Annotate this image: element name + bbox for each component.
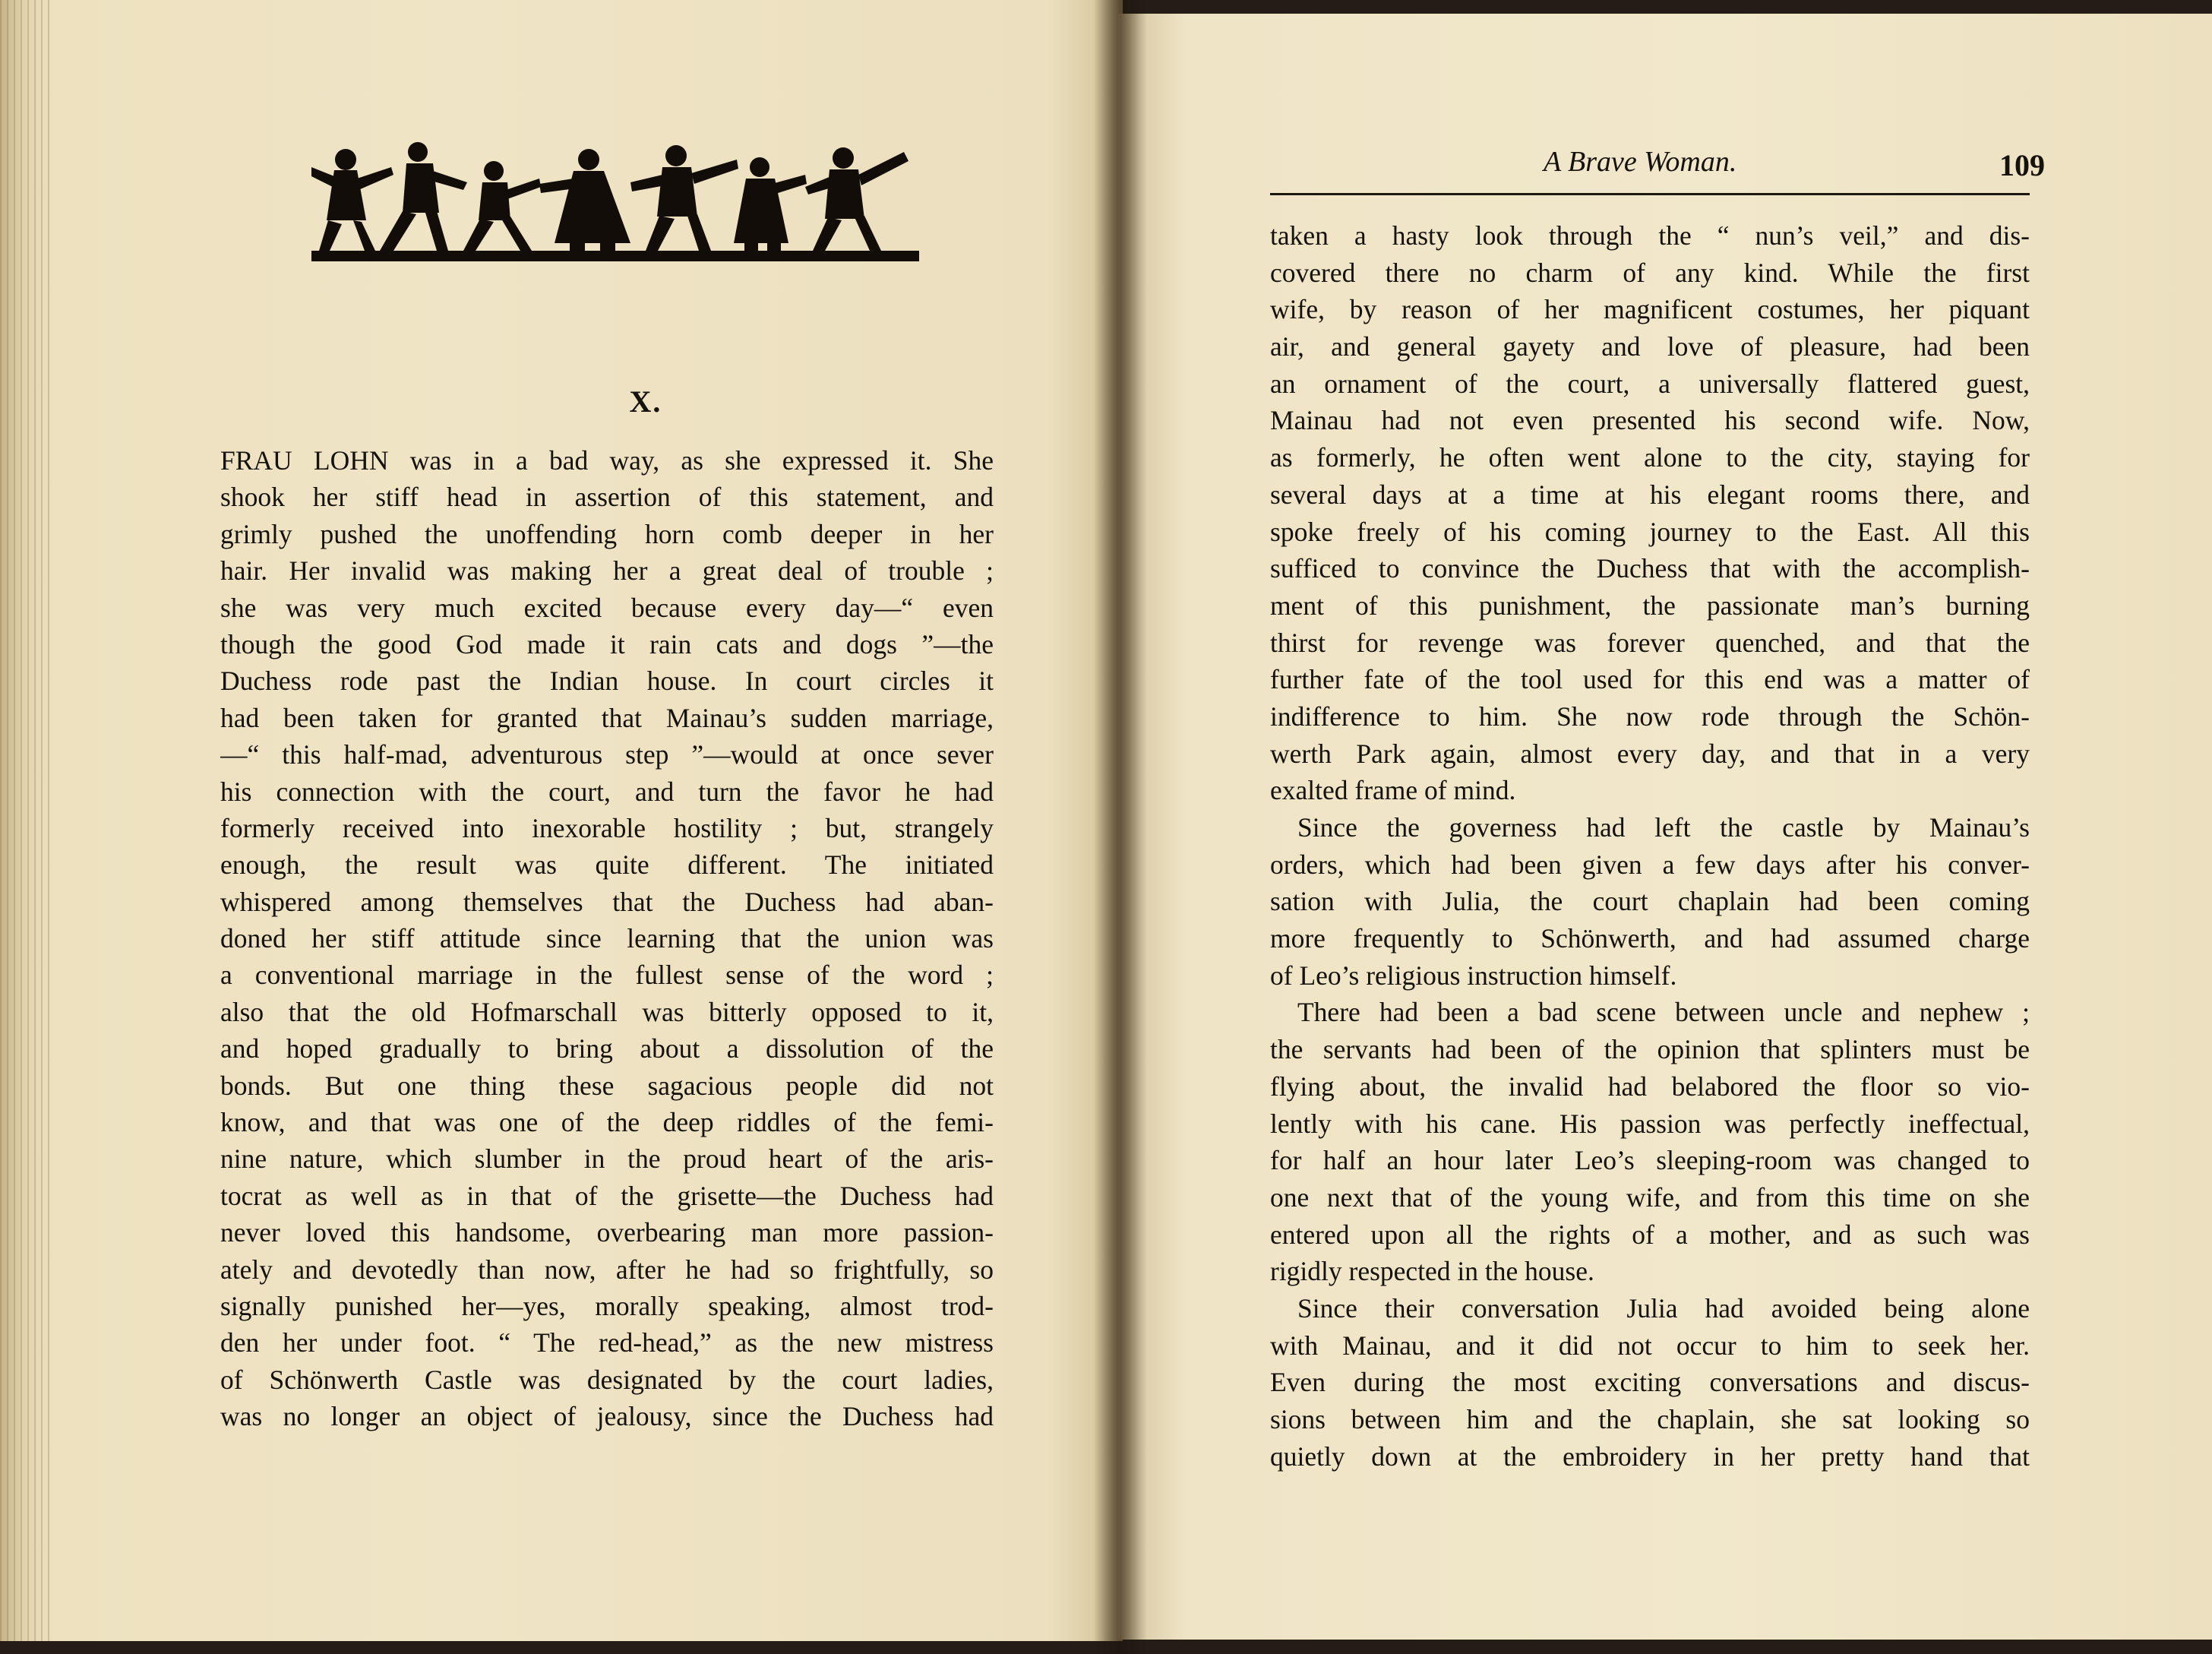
text-line: Since their conversation Julia had avoided being alone xyxy=(1297,1292,2030,1324)
text-line: tocrat as well as in that of the grisette—the Duchess had xyxy=(220,1180,994,1211)
text-line: There had been a bad scene between uncle and nephew ; xyxy=(1297,997,2030,1028)
page-number: 109 xyxy=(1999,148,2045,182)
text-line: the servants had been of the opinion that splinters must be xyxy=(1270,1034,2030,1065)
text-line: an ornament of the court, a universally flattered guest, xyxy=(1270,368,2030,399)
right-body-text xyxy=(1270,217,2030,1475)
text-line: bonds. But one thing these sagacious people did not xyxy=(220,1070,994,1101)
text-line: quietly down at the embroidery in her pretty hand that xyxy=(1270,1441,2030,1472)
text-line: covered there no charm of any kind. While the first xyxy=(1270,257,2030,288)
dancing-figures-ornament xyxy=(311,137,919,270)
text-line: —“ this half-mad, adventurous step ”—would at once sever xyxy=(220,739,994,770)
text-line: lently with his cane. His passion was perfectly ineffectual, xyxy=(1270,1108,2030,1139)
text-line: werth Park again, almost every day, and that in a very xyxy=(1270,738,2030,769)
text-line: had been taken for granted that Mainau’s sudden marriage, xyxy=(220,702,994,733)
left-body-text xyxy=(220,442,994,1435)
text-line: also that the old Hofmarschall was bitterly opposed to it, xyxy=(220,996,994,1027)
text-line: rigidly respected in the house. xyxy=(1270,1256,1594,1287)
text-line: with Mainau, and it did not occur to him to seek her. xyxy=(1270,1330,2030,1361)
text-line: wife, by reason of her magnificent costumes, her piquant xyxy=(1270,294,2030,325)
text-line: ment of this punishment, the passionate man’s burning xyxy=(1270,590,2030,621)
text-line: though the good God made it rain cats and dogs ”—the xyxy=(220,628,994,659)
text-line: one next that of the young wife, and from this time on she xyxy=(1270,1181,2030,1213)
text-line: indifference to him. She now rode through the Schön- xyxy=(1270,700,2030,732)
text-line: sufficed to convince the Duchess that with the accomplish- xyxy=(1270,553,2030,584)
text-line: was no longer an object of jealousy, since the Duchess had xyxy=(220,1401,994,1432)
text-line: his connection with the court, and turn the favor he had xyxy=(220,776,994,807)
text-line: thirst for revenge was forever quenched, and that the xyxy=(1270,627,2030,658)
text-line: air, and general gayety and love of pleasure, had been xyxy=(1270,331,2030,362)
text-line: hair. Her invalid was making her a great deal of trouble ; xyxy=(220,555,994,587)
text-line: Mainau had not even presented his second wife. Now, xyxy=(1270,405,2030,436)
header-rule xyxy=(1270,193,2030,195)
text-line: more frequently to Schönwerth, and had assumed charge xyxy=(1270,923,2030,954)
text-line: grimly pushed the unoffending horn comb deeper in her xyxy=(220,518,994,549)
text-line: and hoped gradually to bring about a dissolution of the xyxy=(220,1033,994,1064)
text-line: for half an hour later Leo’s sleeping-room was changed to xyxy=(1270,1145,2030,1176)
text-line: flying about, the invalid had belabored the floor so vio- xyxy=(1270,1071,2030,1102)
text-line: exalted frame of mind. xyxy=(1270,775,1516,806)
text-line: nine nature, which slumber in the proud heart of the aris- xyxy=(220,1143,994,1175)
text-line: whispered among themselves that the Duchess had aban- xyxy=(220,886,994,917)
text-line: know, and that was one of the deep riddles of the femi- xyxy=(220,1107,994,1138)
text-line: a conventional marriage in the fullest sense of the word ; xyxy=(220,960,994,991)
text-line: den her under foot. “ The red-head,” as the new mistress xyxy=(220,1327,994,1358)
text-line: sions between him and the chaplain, she sat looking so xyxy=(1270,1404,2030,1434)
text-line: entered upon all the rights of a mother, and as such was xyxy=(1270,1219,2030,1250)
text-line: FRAU LOHN was in a bad way, as she expressed it. She xyxy=(220,445,994,476)
text-line: of Leo’s religious instruction himself. xyxy=(1270,960,1677,991)
spine-shadow xyxy=(1094,0,1147,1654)
text-line: several days at a time at his elegant rooms there, and xyxy=(1270,479,2030,510)
right-page xyxy=(1118,14,2212,1640)
chapter-number: X. xyxy=(629,384,662,419)
text-line: as formerly, he often went alone to the city, staying for xyxy=(1270,442,2030,473)
text-line: formerly received into inexorable hostility ; but, strangely xyxy=(220,812,994,843)
text-line: Even during the most exciting conversations and discus- xyxy=(1270,1367,2030,1398)
text-line: of Schönwerth Castle was designated by the court ladies, xyxy=(220,1364,994,1395)
text-line: Duchess rode past the Indian house. In court circles it xyxy=(220,666,994,697)
text-line: shook her stiff head in assertion of this statement, and xyxy=(220,482,994,513)
text-line: never loved this handsome, overbearing man more passion- xyxy=(220,1217,994,1248)
page-edges xyxy=(0,0,53,1641)
text-line: orders, which had been given a few days after his conver- xyxy=(1270,849,2030,880)
text-line: sation with Julia, the court chaplain had been coming xyxy=(1270,886,2030,917)
text-line: Since the governess had left the castle by Mainau’s xyxy=(1297,812,2030,843)
text-line: spoke freely of his coming journey to the East. All this xyxy=(1270,516,2030,547)
text-line: further fate of the tool used for this end was a matter of xyxy=(1270,664,2030,695)
text-line: enough, the result was quite different. The initiated xyxy=(220,849,994,881)
text-line: taken a hasty look through the “ nun’s veil,” and dis- xyxy=(1270,220,2030,251)
running-head: A Brave Woman. xyxy=(1544,146,1737,178)
text-line: ately and devotedly than now, after he had so frightfully, so xyxy=(220,1254,994,1285)
text-line: she was very much excited because every day—“ even xyxy=(220,592,994,623)
text-line: doned her stiff attitude since learning that the union was xyxy=(220,923,994,954)
text-line: signally punished her—yes, morally speaking, almost trod- xyxy=(220,1290,994,1321)
